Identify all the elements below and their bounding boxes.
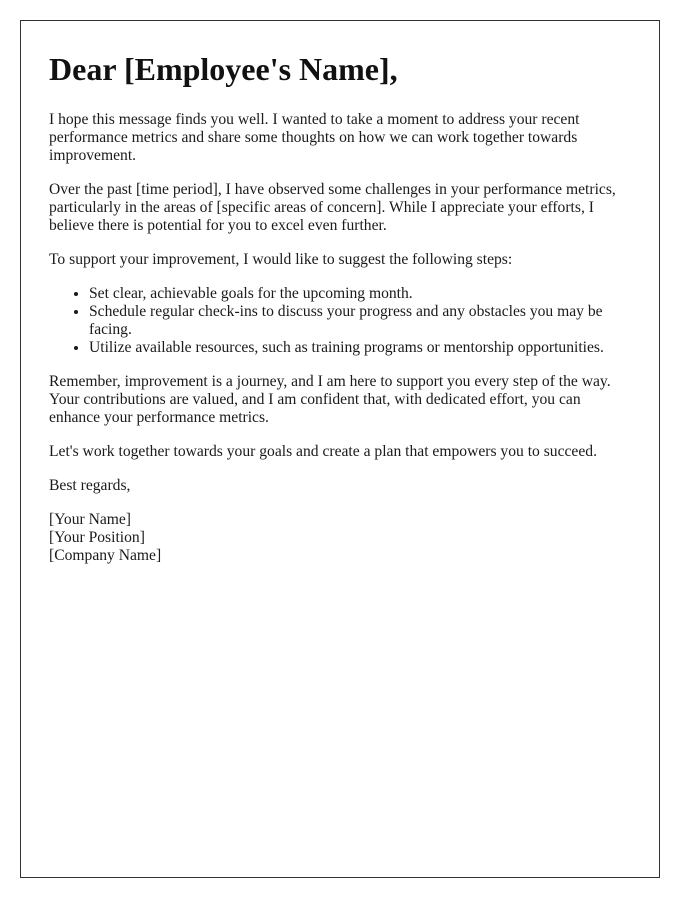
letter-page — [20, 20, 660, 878]
encouragement-paragraph: Remember, improvement is a journey, and I am here to support you every step of the way. Your contributions are valued, and I am confident that, with dedicated effort, you can enhance your performance metrics. — [49, 373, 611, 426]
signature-position: [Your Position] — [49, 529, 145, 546]
observation-paragraph: Over the past [time period], I have observed some challenges in your performance metrics, particularly in the areas of [specific areas of concern]. While I appreciate your efforts, I believe there is potential for you to excel even further. — [49, 181, 616, 234]
list-item: • Schedule regular check-ins to discuss your progress and any obstacles you may be facing. — [89, 303, 631, 339]
steps-intro-paragraph: To support your improvement, I would like to suggest the following steps: — [49, 251, 513, 268]
call-to-action-paragraph: Let's work together towards your goals and create a plan that empowers you to succeed. — [49, 443, 597, 460]
signature-block — [49, 511, 631, 565]
list-item: • Set clear, achievable goals for the upcoming month. — [89, 285, 631, 303]
intro-paragraph: I hope this message finds you well. I wanted to take a moment to address your recent performance metrics and share some thoughts on how we can work together towards improvement. — [49, 111, 580, 164]
sign-off: Best regards, — [49, 477, 131, 494]
letter-greeting: Dear [Employee's Name], — [49, 51, 398, 87]
signature-company: [Company Name] — [49, 547, 162, 564]
steps-list — [49, 285, 631, 357]
list-item: • Utilize available resources, such as training programs or mentorship opportunities. — [89, 339, 631, 357]
signature-name: [Your Name] — [49, 511, 132, 528]
